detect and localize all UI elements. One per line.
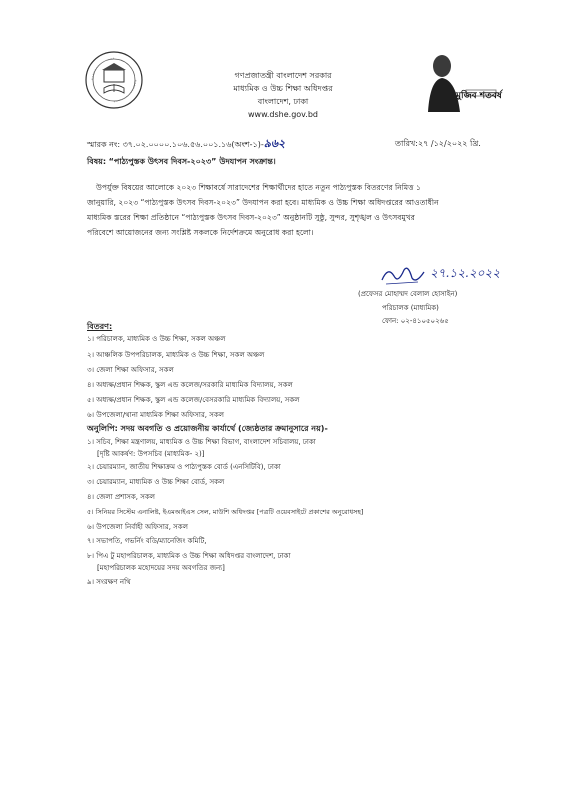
copy-item: ১। সচিব, শিক্ষা মন্ত্রণালয়, মাধ্যমিক ও উচ্চ শিক্ষা বিভাগ, বাংলাদেশ সচিবালয়, ঢাকা — [87, 438, 316, 446]
copy-item-note: [দৃষ্টি আকর্ষণ: উপসচিব (মাধ্যমিক- ২)] — [97, 450, 205, 458]
copy-item: ৬। উপজেলা নির্বাহী অফিসার, সকল — [87, 523, 188, 531]
distribution-heading: বিতরণ: — [87, 322, 113, 331]
subject-label: বিষয়: — [87, 157, 107, 166]
memo-date — [395, 139, 481, 149]
copy-item: ৮। পিএ টু মহাপরিচালক, মাধ্যমিক ও উচ্চ শিক্ষা অধিদপ্তর বাংলাদেশ, ঢাকা — [87, 552, 291, 560]
mujib-100-logo — [422, 52, 502, 114]
copy-item: ৪। জেলা প্রশাসক, সকল — [87, 493, 155, 501]
signatory-phone: ফোন: ০২-৪১০৫০২৬৫ — [382, 317, 449, 325]
memo-number-label: স্মারক নং: ৩৭.০২.০০০০.১০৬.৫৬.০০১.১৬(অংশ-১)- — [87, 140, 264, 149]
header-location: বাংলাদেশ, ঢাকা — [257, 97, 309, 106]
dshe-seal-logo — [84, 50, 144, 110]
distribution-item: ৬। উপজেলা/থানা মাধ্যমিক শিক্ষা অফিসার, সকল — [87, 411, 224, 419]
memo-number — [87, 139, 285, 150]
distribution-item: ২। আঞ্চলিক উপপরিচালক, মাধ্যমিক ও উচ্চ শিক্ষা, সকল অঞ্চল — [87, 351, 265, 359]
header-govt: গণপ্রজাতন্ত্রী বাংলাদেশ সরকার — [234, 71, 332, 80]
body-line-2: জানুয়ারি, ২০২৩ “পাঠ্যপুস্তক উৎসব দিবস-২০২৩” উদযাপন করা হবে। মাধ্যমিক ও উচ্চ শিক্ষা অধিদপ্তরের আওতাধীন — [87, 198, 439, 207]
header-website: www.dshe.gov.bd — [247, 110, 318, 119]
copy-item-note: [মহাপরিচালক মহোদয়ের সদয় অবগতির জন্য] — [97, 564, 225, 572]
body-line-1: উপর্যুক্ত বিষয়ের আলোকে ২০২৩ শিক্ষাবর্ষে সারাদেশের শিক্ষার্থীদের হাতে নতুন পাঠ্যপুস্তক বিতরণের নিমিত্ত ১ — [96, 183, 421, 192]
copy-item: ৭। সভাপতি, গভর্নিং বডি/ম্যানেজিং কমিটি, — [87, 537, 207, 545]
distribution-item: ৫। অধ্যক্ষ/প্রধান শিক্ষক, স্কুল এন্ড কলেজ/বেসরকারি মাধ্যমিক বিদ্যালয়, সকল — [87, 396, 300, 404]
memo-date-label: তারিখ: — [395, 139, 418, 148]
subject-line — [87, 157, 276, 167]
copy-item: ৯। সংরক্ষণ নথি — [87, 578, 131, 586]
distribution-item: ১। পরিচালক, মাধ্যমিক ও উচ্চ শিক্ষা, সকল অঞ্চল — [87, 335, 226, 343]
subject-text: “পাঠ্যপুস্তক উৎসব দিবস-২০২৩” উদযাপন সংক্রান্ত। — [108, 157, 276, 166]
copy-heading: অনুলিপি: সদয় অবগতি ও প্রয়োজনীয় কার্যার্থে (জ্যেষ্ঠতার ক্রমানুসারে নয়)- — [87, 424, 328, 433]
memo-number-handwritten: ৯৬২ — [263, 137, 286, 150]
copy-item: ২। চেয়ারম্যান, জাতীয় শিক্ষাক্রম ও পাঠ্যপুস্তক বোর্ড (এনসিটিবি), ঢাকা — [87, 463, 281, 471]
body-line-3: মাধ্যমিক স্তরের শিক্ষা প্রতিষ্ঠানে “পাঠ্যপুস্তক উৎসব দিবস-২০২৩” অনুষ্ঠানটি সুষ্ঠু, সুন্দর, সুশৃঙ্খল ও উৎসবমুখর — [87, 213, 415, 222]
copy-item: ৫। সিনিয়র সিস্টেম এনালিষ্ট, ইএমআইএস সেল, মাউশি অধিদপ্তর [পত্রটি ওয়েবসাইটে প্রকাশের অনুরোধসহ] — [87, 508, 364, 516]
body-line-4: পরিবেশে আয়োজনের জন্য সংশ্লিষ্ট সকলকে নির্দেশক্রমে অনুরোধ করা হলো। — [87, 228, 314, 237]
memo-date-value: ২৭ /১২/২০২২ খ্রি. — [417, 139, 481, 148]
signatory-name: (প্রফেসর মোহাম্মদ বেলাল হোসাইন) — [358, 290, 458, 298]
header-directorate: মাধ্যমিক ও উচ্চ শিক্ষা অধিদপ্তর — [233, 84, 333, 93]
mujib-logo-caption: মুজিব শতবর্ষ — [456, 91, 502, 101]
signatory-designation: পরিচালক (মাধ্যমিক) — [382, 304, 439, 312]
distribution-item: ৩। জেলা শিক্ষা অফিসার, সকল — [87, 366, 174, 374]
distribution-item: ৪। অধ্যক্ষ/প্রধান শিক্ষক, স্কুল এন্ড কলেজ/সরকারি মাধ্যমিক বিদ্যালয়, সকল — [87, 381, 293, 389]
copy-item: ৩। চেয়ারম্যান, মাধ্যমিক ও উচ্চ শিক্ষা বোর্ড, সকল — [87, 478, 225, 486]
signature-date: ২৭.১২.২০২২ — [430, 266, 501, 280]
signature-mark — [378, 262, 428, 288]
